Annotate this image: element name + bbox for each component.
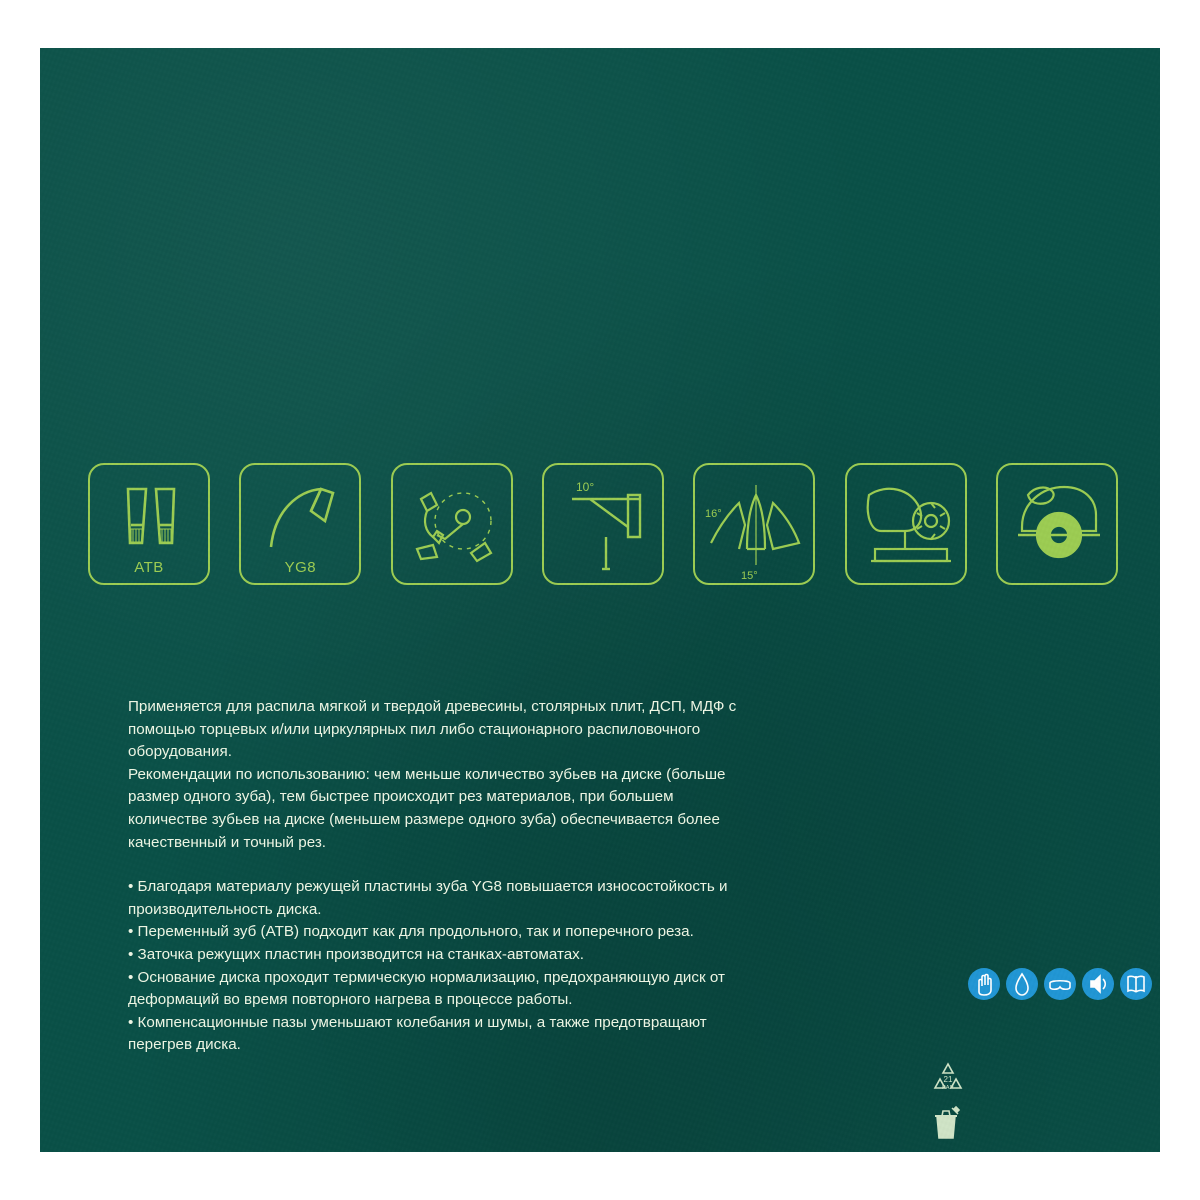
icon-atb-label: ATB xyxy=(134,559,164,576)
icon-hook-angle xyxy=(542,463,664,585)
list-item: • Заточка режущих пластин производится на станках-автоматах. xyxy=(128,945,584,963)
ear-protection-icon xyxy=(1082,968,1114,1000)
list-item: • Благодаря материалу режущей пластины зуба YG8 повышается износостойкость и производительность диска. xyxy=(128,878,728,918)
icon-atb-tooth xyxy=(88,463,210,585)
icon-circular-saw xyxy=(996,463,1118,585)
list-item: • Переменный зуб (ATB) подходит как для продольного, так и поперечного реза. xyxy=(128,923,694,941)
recycle-number: 21 xyxy=(943,1075,953,1084)
list-item: • Компенсационные пазы уменьшают колебания и шумы, а также предотвращают перегрев диска. xyxy=(128,1013,707,1054)
icon-sharpening-machine xyxy=(391,463,513,585)
safety-goggles-icon xyxy=(1044,968,1076,1000)
icon-tooth-angles xyxy=(693,463,815,585)
safety-badge-row xyxy=(968,968,1152,1000)
svg-text:10°: 10° xyxy=(575,480,595,494)
svg-text:16°: 16° xyxy=(705,508,722,520)
safety-mask-icon xyxy=(1006,968,1038,1000)
product-description xyxy=(128,696,748,1057)
list-item: • Основание диска проходит термическую нормализацию, предохраняющую диск от деформаций во время повторного нагрева в процессе работы. xyxy=(128,968,725,1009)
description-paragraph-2: Рекомендации по использованию: чем меньше количество зубьев на диске (больше размер одного зуба), тем быстрее происходит рез материалов, при большем количестве зубьев на диске (меньшем размере одного зуба) обеспечивается более качественный и точный рез. xyxy=(128,765,726,851)
feature-bullet-list xyxy=(128,876,748,1057)
svg-text:15°: 15° xyxy=(741,570,758,582)
package-back-panel xyxy=(40,48,1160,1152)
icon-yg8-carbide xyxy=(239,463,361,585)
icon-miter-saw xyxy=(845,463,967,585)
description-paragraph-1: Применяется для распила мягкой и твердой древесины, столярных плит, ДСП, МДФ с помощью торцевых и/или циркулярных пил либо стационарного распиловочного оборудования. xyxy=(128,698,737,761)
safety-gloves-icon xyxy=(968,968,1000,1000)
recycling-mark xyxy=(926,1058,970,1102)
waste-bin-icon xyxy=(926,1104,966,1144)
icon-yg8-label: YG8 xyxy=(284,559,317,576)
recycle-material: PAP xyxy=(942,1085,954,1091)
read-manual-icon xyxy=(1120,968,1152,1000)
feature-icon-row xyxy=(88,463,1118,585)
